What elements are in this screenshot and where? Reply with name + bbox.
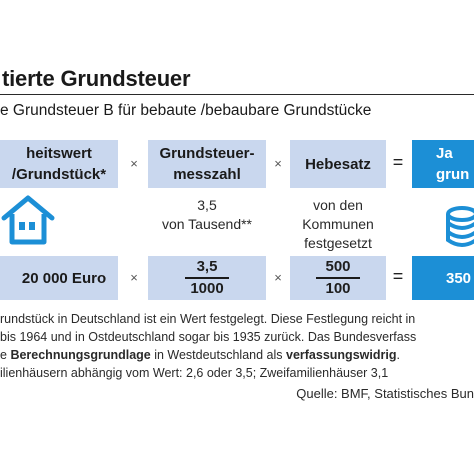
frac-messzahl-denominator: 1000	[190, 280, 224, 297]
box-example-value	[0, 256, 118, 300]
frac-hebesatz-denominator: 100	[325, 280, 351, 297]
box-example-messzahl	[148, 256, 266, 300]
footnote-line-3	[0, 348, 400, 362]
box-einheitswert	[0, 140, 118, 188]
subtitle: e Grundsteuer B für bebaute /bebaubare Grundstücke	[0, 102, 372, 119]
note-hebesatz-line2: Kommunen	[302, 216, 374, 232]
fraction-bar	[316, 277, 360, 279]
box-hebesatz-label: Hebesatz	[305, 155, 371, 173]
footnote-bold-2: verfassungswidrig	[286, 348, 397, 362]
footnote-bold-1: Berechnungsgrundlage	[10, 348, 151, 362]
example-result-text: 350	[446, 269, 472, 287]
note-messzahl-line2: von Tausend**	[161, 216, 253, 232]
multiply-sign-4: ×	[274, 270, 282, 285]
page-title: tierte Grundsteuer	[2, 66, 191, 91]
source-credit: Quelle: BMF, Statistisches Bun	[296, 386, 474, 401]
equals-sign-1: =	[392, 152, 404, 172]
equals-sign-2: =	[392, 266, 404, 286]
title-divider	[0, 94, 474, 95]
footnote-line-3-pre: e	[0, 348, 11, 362]
box-jahressteuer	[412, 140, 474, 188]
multiply-sign-3: ×	[130, 270, 138, 285]
box-einheitswert-line1: heitswert	[26, 145, 92, 162]
frac-hebesatz-numerator: 500	[325, 258, 351, 275]
box-einheitswert-line2: /Grundstück*	[11, 166, 107, 183]
frac-messzahl-numerator: 3,5	[196, 258, 218, 275]
footnote-line-4: ilienhäusern abhängig vom Wert: 2,6 oder 3,5; Zweifamilienhäuser 3,1	[0, 366, 389, 380]
fraction-bar	[185, 277, 229, 279]
note-hebesatz-line1: von den	[313, 197, 363, 213]
footnote-line-3-mid: in Westdeutschland als	[150, 348, 286, 362]
box-jahressteuer-line1: Ja	[436, 145, 453, 162]
box-hebesatz	[290, 140, 386, 188]
multiply-sign-2: ×	[274, 156, 282, 171]
box-messzahl-line2: messzahl	[173, 166, 241, 183]
note-hebesatz-line3: festgesetzt	[304, 235, 372, 251]
note-hebesatz	[282, 196, 394, 253]
box-jahressteuer-line2: grun	[436, 166, 470, 183]
note-messzahl	[148, 196, 266, 234]
house-icon	[0, 194, 56, 251]
box-messzahl-line1: Grundsteuer-	[159, 145, 255, 162]
box-example-hebesatz	[290, 256, 386, 300]
note-messzahl-line1: 3,5	[197, 197, 217, 213]
example-value-text: 20 000 Euro	[21, 269, 107, 287]
multiply-sign-1: ×	[130, 156, 138, 171]
footnote-line-3-post: .	[396, 348, 400, 362]
box-messzahl	[148, 140, 266, 188]
coin-stack-icon	[446, 206, 474, 255]
footnote-line-2: bis 1964 und in Ostdeutschland sogar bis 1935 zurück. Das Bundesverfass	[0, 330, 417, 344]
box-example-result	[412, 256, 474, 300]
footnote-line-1: rundstück in Deutschland ist ein Wert festgelegt. Diese Festlegung reicht in	[0, 312, 416, 326]
